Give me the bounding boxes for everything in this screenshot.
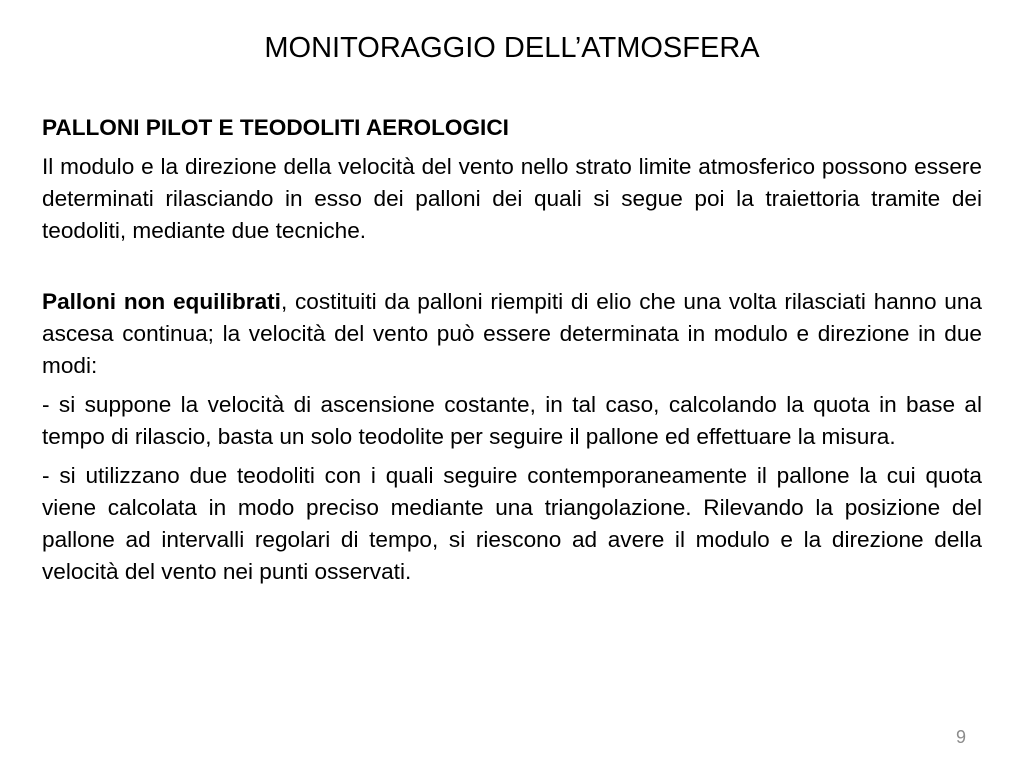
- section2-bold-term: Palloni non equilibrati: [42, 289, 281, 314]
- section2-text: , costituiti da palloni riempiti di elio che una volta rilasciati hanno una ascesa continua; la velocità del vento può essere determinata in modulo e direzione in due modi:: [42, 289, 982, 378]
- method-2-paragraph: - si utilizzano due teodoliti con i quali seguire contemporaneamente il pallone la cui quota viene calcolata in modo preciso mediante una triangolazione. Rilevando la posizione del pallone ad intervalli regolari di tempo, si riescono ad avere il modulo e la direzione della velocità del vento nei punti osservati.: [42, 463, 982, 584]
- slide-title: MONITORAGGIO DELL’ATMOSFERA: [264, 32, 760, 64]
- intro-paragraph: Il modulo e la direzione della velocità del vento nello strato limite atmosferico possono essere determinati rilasciando in esso dei palloni dei quali si segue poi la traiettoria tramite dei teodoliti, mediante due tecniche.: [42, 154, 982, 243]
- section-heading: PALLONI PILOT E TEODOLITI AEROLOGICI: [42, 115, 509, 140]
- section2-paragraph: [42, 286, 982, 382]
- method-1-paragraph: - si suppone la velocità di ascensione costante, in tal caso, calcolando la quota in base al tempo di rilascio, basta un solo teodolite per seguire il pallone ed effettuare la misura.: [42, 392, 982, 449]
- slide-body: [42, 112, 982, 588]
- page-number: 9: [955, 727, 966, 747]
